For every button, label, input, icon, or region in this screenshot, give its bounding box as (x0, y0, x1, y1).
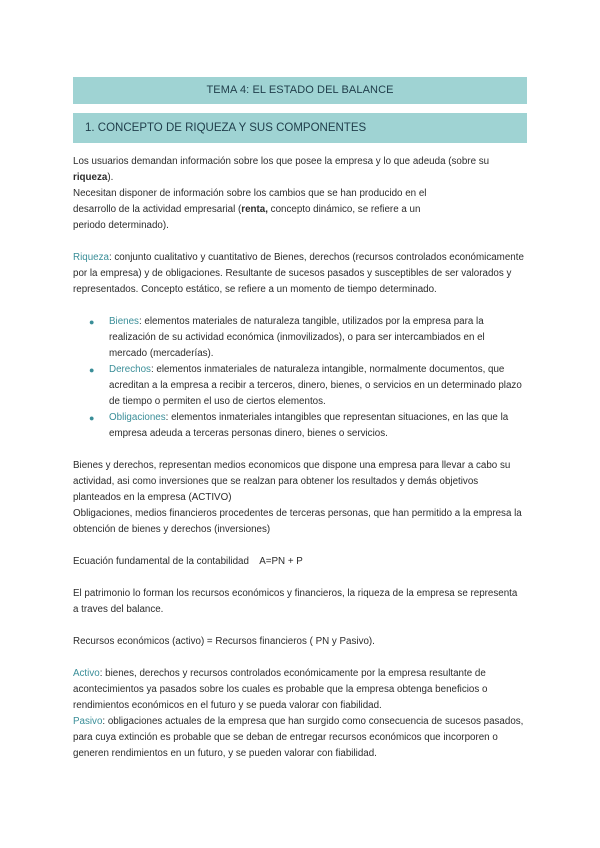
bullet-icon: ● (89, 317, 95, 327)
list-item-derechos: ● Derechos: elementos inmateriales de naturaleza intangible, normalmente documentos, que acreditan a la empresa a recibir a terceros, dinero, bienes, o servicios en un determinado plazo de tiempo o permiten el uso de ciertos elementos. (89, 364, 522, 407)
recursos-paragraph: Recursos económicos (activo) = Recursos financieros ( PN y Pasivo). (73, 636, 375, 647)
list-item-bienes: ● Bienes: elementos materiales de naturaleza tangible, utilizados por la empresa para la realización de su actividad económica (inmovilizados), o para ser intercambiados en el mercado (mercaderías). (89, 316, 485, 359)
patrimonio-paragraph: El patrimonio lo forman los recursos económicos y financieros, la riqueza de la empresa se representa a traves del balance. (73, 588, 518, 615)
activo-definition: Activo: bienes, derechos y recursos controlados económicamente por la empresa resultante de acontecimientos ya pasados sobre los cuales es probable que la empresa obtenga beneficios o rendimientos económicos en el futuro y se pueda valorar con fiabilidad. (73, 668, 488, 711)
obligaciones-paragraph: Obligaciones, medios financieros procedentes de terceras personas, que han permitido a la empresa la obtención de bienes y derechos (inversiones) (73, 508, 522, 535)
components-list (73, 314, 525, 442)
bullet-icon: ● (89, 365, 95, 375)
term-activo: Activo (73, 668, 100, 679)
document-title: TEMA 4: EL ESTADO DEL BALANCE (73, 77, 527, 104)
section-heading: 1. CONCEPTO DE RIQUEZA Y SUS COMPONENTES (73, 113, 527, 143)
term-pasivo: Pasivo (73, 716, 103, 727)
term-riqueza: Riqueza (73, 252, 109, 263)
bienes-derechos-paragraph: Bienes y derechos, representan medios economicos que dispone una empresa para llevar a cabo su actividad, asi como inversiones que se realzan para obtener los resultados y demás objetivos planteados en la empresa (ACTIVO) (73, 460, 511, 503)
list-item-obligaciones: ● Obligaciones: elementos inmateriales intangibles que representan situaciones, en las que la empresa adeuda a terceras personas dinero, bienes o servicios. (89, 412, 509, 439)
intro-paragraph-1: Los usuarios demandan información sobre los que posee la empresa y lo que adeuda (sobre su riqueza). (73, 156, 490, 183)
bullet-icon: ● (89, 413, 95, 423)
intro-paragraph-2: Necesitan disponer de información sobre los cambios que se han producido en el desarrollo de la actividad empresarial (renta, concepto dinámico, se refiere a un periodo determinado). (73, 188, 427, 231)
ecuacion-fundamental: Ecuación fundamental de la contabilidad A=PN + P (73, 556, 303, 567)
document-body (73, 154, 525, 762)
pasivo-definition: Pasivo: obligaciones actuales de la empresa que han surgido como consecuencia de sucesos pasados, para cuya extinción es probable que se deban de entregar recursos económicos que incorporen o generen rendimientos en un futuro, y se pueden valorar con fiabilidad. (73, 716, 524, 759)
riqueza-definition: Riqueza: conjunto cualitativo y cuantitativo de Bienes, derechos (recursos controlados económicamente por la empresa) y de obligaciones. Resultante de sucesos pasados y susceptibles de ser valorados y representados. Concepto estático, se refiere a un momento de tiempo determinado. (73, 252, 524, 295)
